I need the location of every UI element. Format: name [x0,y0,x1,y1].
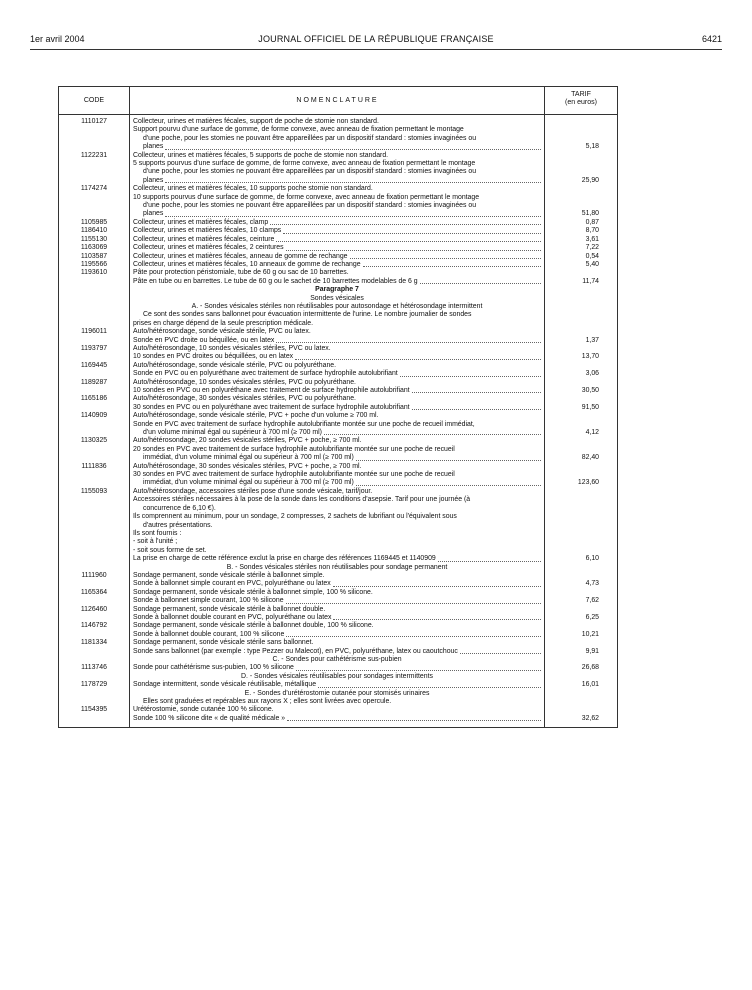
leader-dots [324,429,541,435]
tarif-cell: 1,37 [585,336,599,344]
section-heading: B. - Sondes vésicales stériles non réutilisables pour sondage permanent [226,563,448,571]
line-text: 30 sondes en PVC ou en polyuréthane avec traitement de surface hydrophile autolubrifiant [133,403,410,411]
nomenclature-line [133,614,541,622]
nomenclature-line: Collecteur, urines et matières fécales, 10 supports poche stomie non standard. [133,185,373,193]
nomenclature-line [133,236,541,244]
paragraph-row [59,311,617,328]
tarif-cell: 5,40 [585,260,599,268]
tarif-cell [545,698,617,706]
table-row [59,244,617,252]
line-text: Sonde à ballonnet double courant, 100 % silicone [133,630,285,638]
tarif-cell [545,295,617,303]
code-cell: 1110127 [81,118,107,125]
tarif-cell: 0,87 [585,218,599,226]
header-date: 1er avril 2004 [30,34,85,44]
table-row [59,639,617,656]
leader-dots [420,278,541,284]
nomenclature-cell [129,706,545,723]
nomenclature-line [133,664,541,672]
tarif-cell: 4,12 [585,429,599,437]
code-cell [59,698,129,706]
nomenclature-line: 5 supports pourvus d'une surface de gomme, de forme convexe, avec anneau de fixation permettant le montage [133,160,476,168]
nomenclature-line [133,429,541,437]
nomenclature-line [133,219,541,227]
nomenclature-cell [129,395,545,412]
leader-dots [412,387,541,393]
nomenclature-cell [129,589,545,606]
code-cell: 1193797 [80,344,108,352]
nomenclature-line [133,681,541,689]
line-text: La prise en charge de cette référence exclut la prise en charge des références 1169445 et 1140909 [133,555,436,563]
column-header-tarif [545,91,617,107]
tarif-cell: 6,10 [585,555,599,563]
header-page-number: 6421 [701,34,722,44]
table-row [59,253,617,261]
tarif-cell: 0,54 [585,252,599,260]
leader-dots [295,353,541,359]
tarif-cell: 4,73 [585,580,599,588]
line-text: d'un volume minimal égal ou supérieur à 700 ml (≥ 700 ml) [143,429,322,437]
line-text: planes [143,176,164,184]
line-text: Collecteur, urines et matières fécales, clamp [133,218,269,226]
code-cell: 1169445 [80,361,108,369]
table-row [59,681,617,689]
tarif-cell: 32,62 [581,714,599,722]
tarif-cell: 51,80 [581,210,599,218]
leader-dots [287,715,541,721]
nomenclature-line: Auto/hétérosondage, sonde vésicale stérile, PVC ou latex. [133,328,311,336]
nomenclature-cell [129,236,545,244]
table-row [59,488,617,564]
code-cell: 1186410 [80,227,108,235]
nomenclature-cell [129,261,545,269]
line-text: Sondage intermittent, sonde vésicale réutilisable, métallique [133,681,317,689]
nomenclature-line [133,404,541,412]
leader-dots [276,236,541,242]
nomenclature-line: Urétérostomie, sonde cutanée 100 % silicone. [133,706,274,714]
tarif-cell: 8,70 [585,227,599,235]
code-cell: 1165186 [80,395,108,403]
nomenclature-cell [129,118,545,152]
nomenclature-line: Auto/hétérosondage, sonde vésicale stérile, PVC ou polyuréthane. [133,361,337,369]
table-row [59,227,617,235]
table-row [59,395,617,412]
table-row [59,118,617,152]
nomenclature-line [133,648,541,656]
leader-dots [350,253,541,259]
nomenclature-cell [129,463,545,488]
table-row [59,606,617,623]
leader-dots [412,404,541,410]
nomenclature-line: Sondage permanent, sonde vésicale stérile à ballonnet double. [133,605,326,613]
nomenclature-line: Auto/hétérosondage, 30 sondes vésicales stériles, PVC + poche, ≥ 700 ml. [133,462,362,470]
leader-dots [318,681,541,687]
paragraph-row [59,698,617,706]
leader-dots [276,337,541,343]
nomenclature-cell [129,488,545,564]
table-row [59,219,617,227]
nomenclature-cell [129,253,545,261]
tarif-cell: 30,50 [581,387,599,394]
tarif-cell [545,303,617,311]
nomenclature-cell [129,622,545,639]
nomenclature-cell [129,437,545,462]
nomenclature-line [133,715,541,723]
code-cell: 1195566 [80,260,108,268]
code-cell: 1155130 [80,235,108,243]
code-cell [59,295,129,303]
table-row [59,261,617,269]
line-text: 10 sondes en PVC droites ou béquillées, ou en latex [133,353,294,361]
code-cell: 1111836 [81,462,107,470]
section-heading-row [59,564,617,572]
tarif-cell: 82,40 [581,454,599,462]
nomenclature-line [133,253,541,261]
nomenclature-line: Support pourvu d'une surface de gomme, de forme convexe, avec anneau de fixation permettant le montage [133,126,464,134]
nomenclature-line: Sondage permanent, sonde vésicale stérile à ballonnet simple, 100 % silicone. [133,588,373,596]
nomenclature-cell [129,572,545,589]
line-text: Collecteur, urines et matières fécales, 10 anneaux de gomme de rechange [133,260,361,268]
tarif-cell: 6,25 [585,613,599,621]
nomenclature-line: d'une poche, pour les stomies ne pouvant être appareillées par un dispositif standard : stomies invaginées ou [143,134,477,142]
code-cell: 1122231 [80,151,108,159]
line-text: Sonde 100 % silicone dite « de qualité médicale » [133,714,286,722]
tarif-label: TARIF [571,91,591,98]
leader-dots [400,370,541,376]
nomenclature-cell [129,244,545,252]
nomenclature-line: Auto/hétérosondage, 10 sondes vésicales stériles, PVC ou polyuréthane. [133,378,356,386]
tarif-cell: 123,60 [577,479,599,487]
nomenclature-line: Auto/hétérosondage, 20 sondes vésicales stériles, PVC + poche, ≥ 700 ml. [133,437,362,445]
table-row [59,437,617,462]
section-heading-row [59,286,617,294]
nomenclature-line: Sondage permanent, sonde vésicale stérile à ballonnet double, 100 % silicone. [133,622,374,630]
column-header-nomenclature: NOMENCLATURE [296,97,379,104]
tarif-cell [545,656,617,664]
code-cell [59,656,129,664]
nomenclature-table [58,86,618,728]
line-text: Collecteur, urines et matières fécales, 2 ceintures [133,244,284,252]
section-heading: Paragraphe 7 [315,286,359,294]
tarif-cell: 5,18 [585,143,599,151]
section-heading-row [59,690,617,698]
code-cell [59,673,129,681]
nomenclature-line [133,597,541,605]
line-text: planes [143,210,164,218]
code-cell [59,303,129,311]
tarif-cell: 9,91 [585,647,599,655]
line-text: Sonde sans ballonnet (par exemple : type Pezzer ou Malecot), en PVC, polyuréthane, latex ou caoutchouc [133,647,458,655]
nomenclature-cell [129,664,545,672]
code-cell: 1126460 [80,605,108,613]
table-body [59,115,617,727]
tarif-cell: 7,22 [585,244,599,252]
table-row [59,269,617,286]
section-heading-row [59,673,617,681]
table-row [59,379,617,396]
line-text: Sonde à ballonnet simple courant, 100 % silicone [133,597,284,605]
nomenclature-line [133,479,541,487]
tarif-cell: 13,70 [581,353,599,361]
code-cell [59,311,129,328]
code-cell: 1130325 [80,437,108,445]
leader-dots [460,648,541,654]
code-cell: 1140909 [80,412,108,420]
nomenclature-cell [129,345,545,362]
tarif-unit: (en euros) [565,99,597,106]
leader-dots [438,555,541,561]
nomenclature-line: Accessoires stériles nécessaires à la pose de la sonde dans les conditions d'asepsie. Tarif pour une journée (à [133,496,471,504]
nomenclature-line: Collecteur, urines et matières fécales, support de poche de stomie non standard. [133,118,379,125]
table-row [59,706,617,723]
code-cell: 1174274 [80,185,108,193]
nomenclature-line: Ils comprennent au minimum, pour un sondage, 2 compresses, 2 sachets de lubrifiant ou l'équivalent sous [133,513,457,521]
line-text: Sonde pour cathétérisme sus-pubien, 100 % silicone [133,664,294,672]
line-text: Collecteur, urines et matières fécales, 10 clamps [133,227,282,235]
nomenclature-line [133,278,541,286]
leader-dots [296,664,541,670]
paragraph-text [129,311,545,328]
tarif-cell [545,690,617,698]
nomenclature-cell [129,227,545,235]
table-row [59,236,617,244]
leader-dots [333,614,541,620]
leader-dots [286,244,541,250]
paragraph-line: Ce sont des sondes sans ballonnet pour évacuation intermittente de l'urine. Le nombre journalier de sondes [143,311,472,319]
paragraph-line: prises en charge dépend de la seule prescription médicale. [133,319,314,327]
leader-dots [270,219,541,225]
nomenclature-line [133,244,541,252]
tarif-cell: 11,74 [582,277,599,285]
code-cell: 1103587 [80,252,108,260]
table-row [59,185,617,219]
table-row [59,152,617,186]
table-row [59,345,617,362]
line-text: Collecteur, urines et matières fécales, anneau de gomme de rechange [133,252,348,260]
nomenclature-line: 20 sondes en PVC avec traitement de surface hydrophile autolubrifiante montée sur une poche de recueil [133,445,455,453]
leader-dots [165,210,541,216]
section-heading: D. - Sondes vésicales réutilisables pour sondages intermittents [241,672,433,680]
nomenclature-line [133,580,541,588]
nomenclature-cell [129,681,545,689]
code-cell: 1196011 [81,328,107,336]
line-text: Pâte en tube ou en barrettes. Le tube de 60 g ou le sachet de 10 barrettes modelables de 6 g [133,277,418,285]
nomenclature-line: Pâte pour protection péristomiale, tube de 60 g ou sac de 10 barrettes. [133,269,349,277]
nomenclature-cell [129,362,545,379]
line-text: immédiat, d'un volume minimal égal ou supérieur à 700 ml (≥ 700 ml) [143,479,354,487]
leader-dots [356,454,541,460]
tarif-cell [545,673,617,681]
page-header [30,34,722,48]
nomenclature-line: Auto/hétérosondage, accessoires stériles pose d'une sonde vésicale, tarif/jour. [133,487,373,495]
nomenclature-line [133,177,541,185]
table-row [59,463,617,488]
leader-dots [165,143,541,149]
line-text: planes [143,143,164,151]
nomenclature-line [133,387,541,395]
tarif-cell: 91,50 [581,403,599,411]
nomenclature-cell [129,379,545,396]
leader-dots [356,479,541,485]
nomenclature-line: Auto/hétérosondage, 10 sondes vésicales stériles, PVC ou latex. [133,344,331,352]
code-cell: 1113746 [81,664,107,672]
nomenclature-line [133,631,541,639]
leader-dots [165,177,541,183]
tarif-cell [545,286,617,294]
code-cell: 1154395 [80,706,108,714]
nomenclature-line [133,370,541,378]
nomenclature-line [133,210,541,218]
nomenclature-line [133,261,541,269]
nomenclature-cell [129,269,545,286]
nomenclature-line: - soit sous forme de set. [133,546,207,554]
table-row [59,412,617,437]
tarif-cell: 7,62 [585,597,599,605]
nomenclature-line: Collecteur, urines et matières fécales, 5 supports de poche de stomie non standard. [133,151,389,159]
nomenclature-cell [129,219,545,227]
code-cell: 1111960 [81,571,107,579]
table-row [59,664,617,672]
code-cell: 1165364 [80,588,108,596]
section-heading-row [59,303,617,311]
tarif-cell: 26,68 [581,664,599,672]
nomenclature-line: Sondage permanent, sonde vésicale stérile sans ballonnet. [133,639,314,647]
nomenclature-line: Ils sont fournis : [133,529,182,537]
leader-dots [283,227,541,233]
section-heading-row [59,295,617,303]
code-cell [59,286,129,294]
paragraph-line: Elles sont graduées et repérables aux rayons X ; elles sont livrées avec opercule. [143,698,392,706]
nomenclature-line [133,227,541,235]
code-cell [59,564,129,572]
line-text: Sonde en PVC droite ou béquillée, ou en latex [133,336,275,344]
code-cell: 1146792 [80,622,108,630]
leader-dots [333,580,541,586]
tarif-cell: 25,90 [581,176,599,184]
section-heading: C. - Sondes pour cathétérisme sus-pubien [272,656,402,663]
table-row [59,572,617,589]
leader-dots [286,631,541,637]
code-cell: 1163069 [80,244,108,252]
nomenclature-cell [129,412,545,437]
table-row [59,589,617,606]
nomenclature-cell [129,152,545,186]
line-text: Collecteur, urines et matières fécales, ceinture [133,235,275,243]
section-heading: A. - Sondes vésicales stériles non réutilisables pour autosondage et hétérosondage intermittent [191,302,483,310]
nomenclature-line: Sondage permanent, sonde vésicale stérile à ballonnet simple. [133,571,325,579]
code-cell [59,690,129,698]
nomenclature-cell [129,328,545,345]
section-heading: Sondes vésicales [310,294,364,302]
nomenclature-line: - soit à l'unité ; [133,538,178,546]
nomenclature-line: Sonde en PVC avec traitement de surface hydrophile autolubrifiante montée sur une poche de recueil immédiat, [133,420,475,428]
tarif-cell: 10,21 [581,630,599,638]
line-text: Sonde à ballonnet double courant en PVC, polyuréthane ou latex [133,613,332,621]
code-cell: 1181334 [80,639,108,647]
nomenclature-cell [129,185,545,219]
section-heading: E. - Sondes d'urétérostomie cutanée pour stomisés urinaires [244,689,430,697]
tarif-cell [545,311,617,328]
nomenclature-line: 30 sondes en PVC avec traitement de surface hydrophile autolubrifiante montée sur une poche de recueil [133,471,455,479]
tarif-cell [545,564,617,572]
code-cell: 1193610 [80,269,108,277]
table-header [59,87,617,115]
nomenclature-line: d'une poche, pour les stomies ne pouvant être appareillées par un dispositif standard : stomies invaginées ou [143,168,477,176]
tarif-cell: 3,06 [585,370,599,378]
line-text: Sonde en PVC ou en polyuréthane avec traitement de surface hydrophile autolubrifiant [133,370,398,378]
nomenclature-cell [129,606,545,623]
nomenclature-line: concurrence de 6,10 €). [143,504,216,512]
nomenclature-line: Auto/hétérosondage, sonde vésicale stérile, PVC + poche d'un volume ≥ 700 ml. [133,412,379,420]
nomenclature-line [133,454,541,462]
table-row [59,328,617,345]
code-cell: 1155093 [80,487,108,495]
nomenclature-line: d'une poche, pour les stomies ne pouvant être appareillées par un dispositif standard : stomies invaginées ou [143,202,477,210]
line-text: 10 sondes en PVC ou en polyuréthane avec traitement de surface hydrophile autolubrifiant [133,387,410,394]
nomenclature-line: d'autres présentations. [143,521,213,529]
leader-dots [286,597,541,603]
code-cell: 1105985 [80,218,108,226]
nomenclature-line [133,143,541,151]
tarif-cell: 3,61 [585,235,599,243]
table-row [59,362,617,379]
code-cell: 1178729 [80,681,108,689]
header-rule [30,49,722,50]
table-row [59,622,617,639]
paragraph-text [129,698,545,706]
code-cell: 1189287 [80,378,108,386]
line-text: Sonde à ballonnet simple courant en PVC, polyuréthane ou latex [133,580,331,588]
column-header-code: CODE [83,97,105,104]
tarif-cell: 16,01 [581,681,599,689]
nomenclature-cell [129,639,545,656]
section-heading-row [59,656,617,664]
nomenclature-line: Auto/hétérosondage, 30 sondes vésicales stériles, PVC ou polyuréthane. [133,395,356,403]
nomenclature-line: 10 supports pourvus d'une surface de gomme, de forme convexe, avec anneau de fixation permettant le montage [133,193,480,201]
nomenclature-line [133,555,541,563]
nomenclature-line [133,337,541,345]
nomenclature-line [133,353,541,361]
line-text: immédiat, d'un volume minimal égal ou supérieur à 700 ml (≥ 700 ml) [143,454,354,462]
header-title: JOURNAL OFFICIEL DE LA RÉPUBLIQUE FRANÇAISE [258,34,494,44]
leader-dots [363,261,541,267]
